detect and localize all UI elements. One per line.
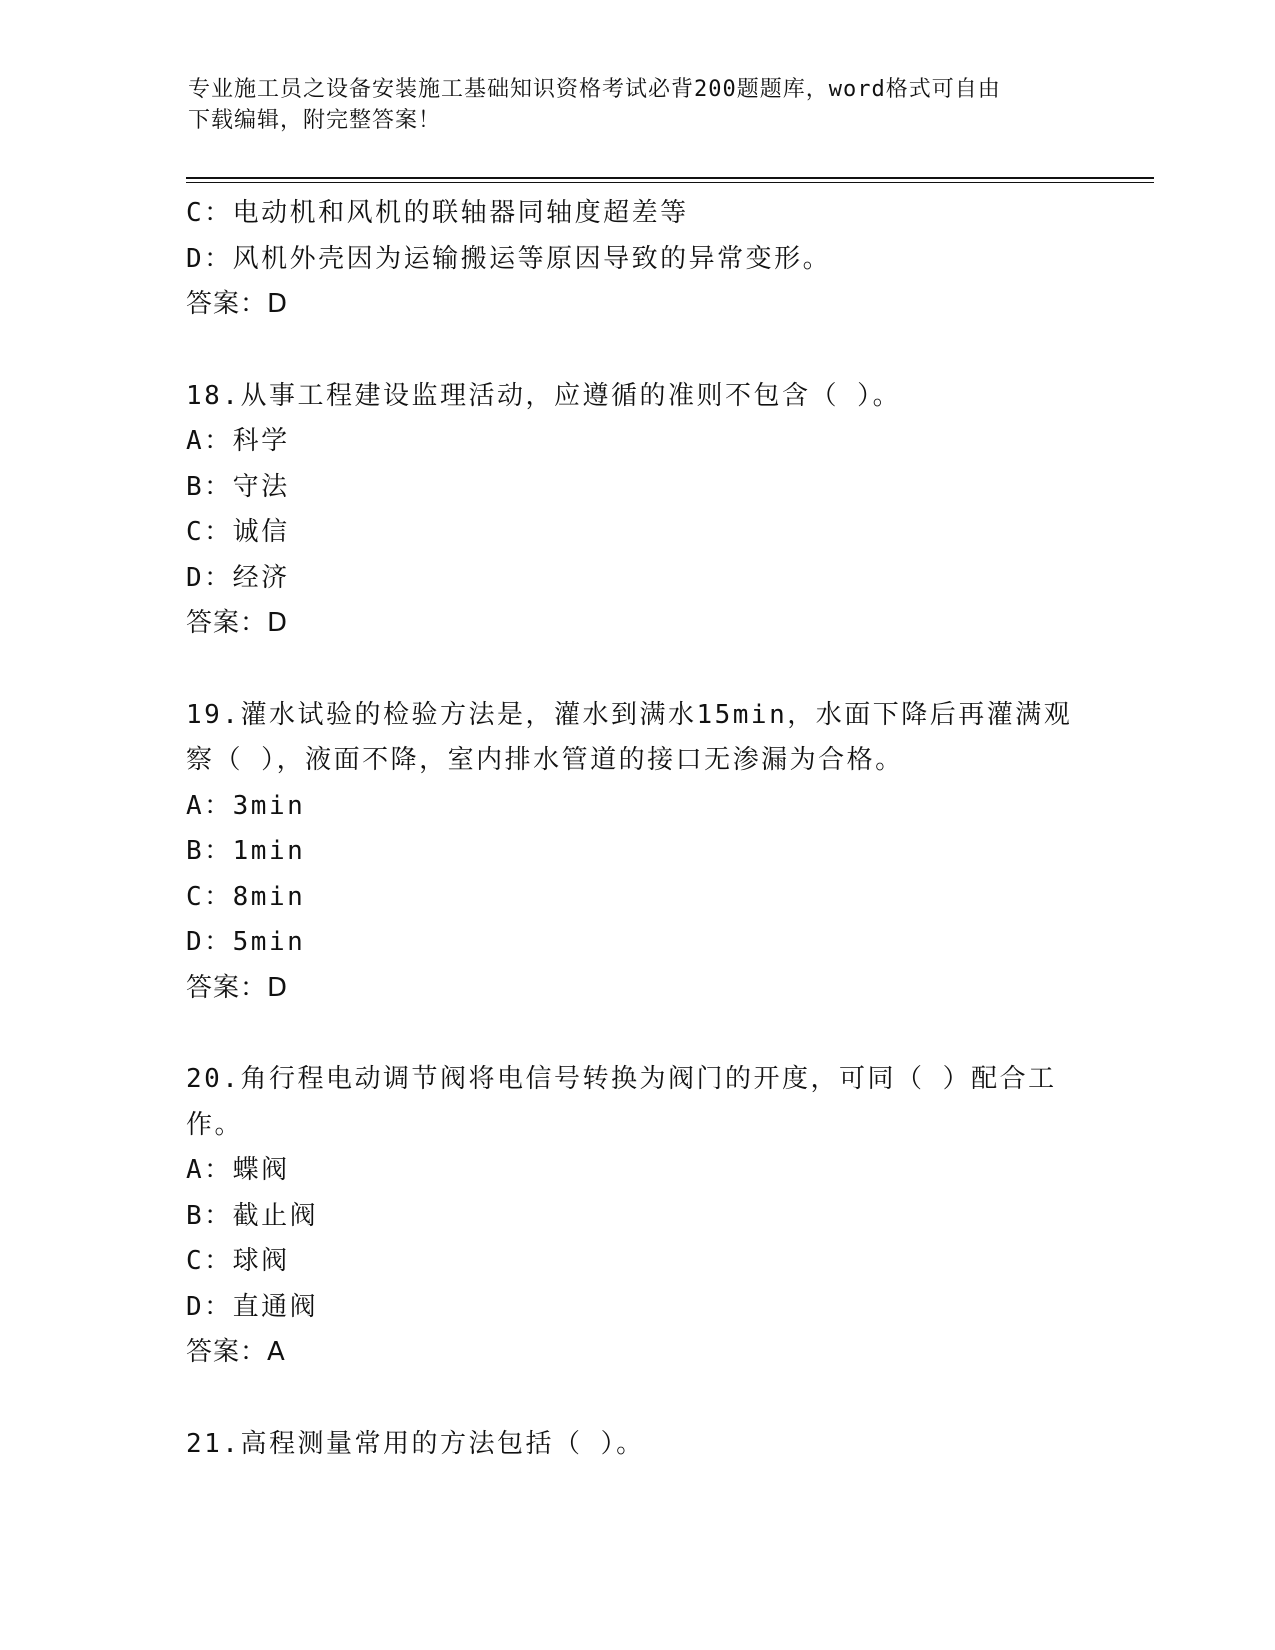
- option-a: A：3min: [186, 790, 306, 821]
- document-header: [188, 74, 1068, 136]
- header-divider-thin: [186, 182, 1154, 183]
- option-d: D：经济: [186, 562, 290, 593]
- option-c: C：电动机和风机的联轴器同轴度超差等: [186, 198, 689, 228]
- answer: 答案：D: [186, 289, 289, 319]
- option-c: C：诚信: [186, 517, 290, 547]
- question-19: [186, 693, 1086, 1012]
- question-20: [186, 1057, 1086, 1376]
- answer: 答案：A: [186, 1337, 286, 1367]
- option-a: A：科学: [186, 426, 290, 456]
- option-d: D：风机外壳因为运输搬运等原因导致的异常变形。: [186, 243, 832, 274]
- answer: 答案：D: [186, 972, 289, 1003]
- question-text: 21.高程测量常用的方法包括（ ）。: [186, 1428, 645, 1459]
- question-text-cont: 作。: [186, 1109, 244, 1140]
- option-d: D：直通阀: [186, 1291, 319, 1322]
- question-text: 18.从事工程建设监理活动，应遵循的准则不包含（ ）。: [186, 380, 902, 411]
- question-18: [186, 374, 1086, 647]
- question-list: [186, 191, 1086, 1467]
- header-divider: [186, 177, 1154, 179]
- option-b: B：截止阀: [186, 1200, 319, 1231]
- header-line-2: 下载编辑，附完整答案！: [188, 108, 442, 133]
- option-d: D：5min: [186, 927, 306, 957]
- option-a: A：蝶阀: [186, 1155, 290, 1185]
- question-text: 20.角行程电动调节阀将电信号转换为阀门的开度，可同（ ）配合工: [186, 1064, 1057, 1094]
- option-c: C：球阀: [186, 1246, 290, 1276]
- option-c: C：8min: [186, 881, 306, 912]
- question-21: [186, 1422, 1086, 1468]
- question-text-cont: 察（ ），液面不降，室内排水管道的接口无渗漏为合格。: [186, 745, 904, 775]
- header-line-1: 专业施工员之设备安装施工基础知识资格考试必背200题题库，word格式可自由: [188, 77, 1001, 102]
- option-b: B：守法: [186, 471, 290, 502]
- continued-question: [186, 191, 1086, 328]
- question-text: 19.灌水试验的检验方法是，灌水到满水15min，水面下降后再灌满观: [186, 699, 1073, 730]
- answer: 答案：D: [186, 608, 289, 638]
- option-b: B：1min: [186, 836, 306, 866]
